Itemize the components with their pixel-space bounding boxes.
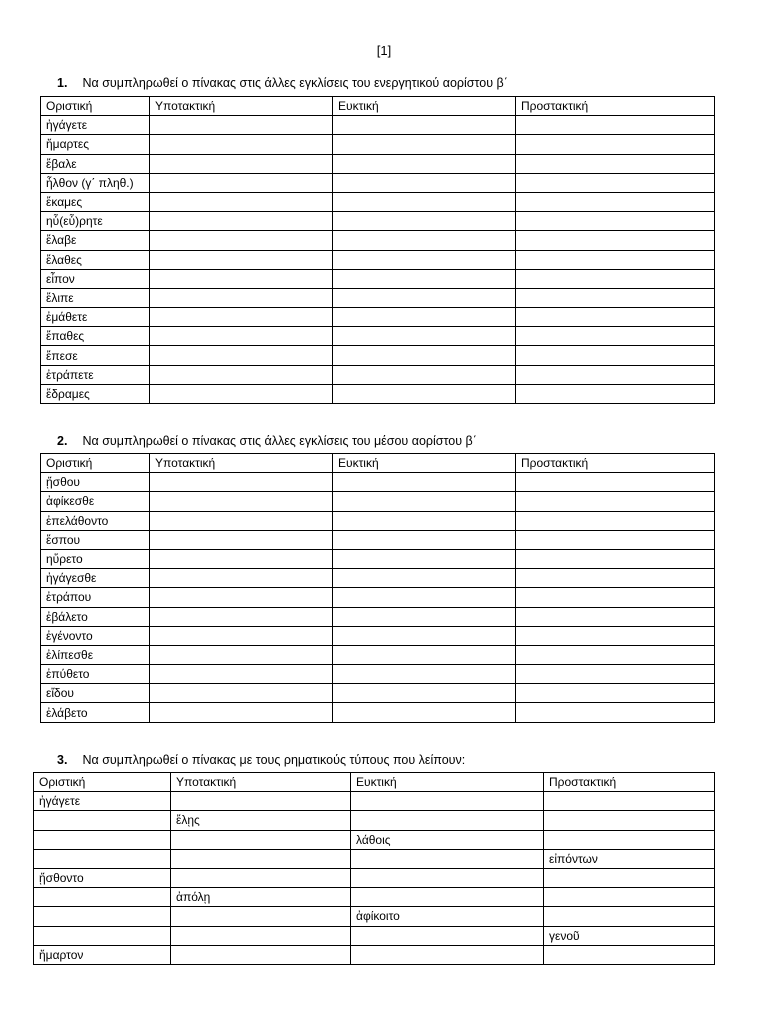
exercise-1-instruction: Να συμπληρωθεί ο πίνακας στις άλλες εγκλίσεις του ενεργητικού αορίστου β΄ — [82, 76, 508, 90]
answer-cell[interactable] — [150, 135, 333, 154]
answer-cell[interactable] — [516, 269, 715, 288]
answer-cell[interactable] — [150, 665, 333, 684]
given-form-cell: ἔπαθες — [41, 327, 150, 346]
answer-cell[interactable] — [516, 231, 715, 250]
exercise-1-heading — [57, 76, 508, 90]
answer-cell[interactable] — [516, 346, 715, 365]
answer-cell[interactable] — [333, 365, 516, 384]
table-row — [41, 384, 715, 403]
answer-cell[interactable] — [351, 945, 544, 964]
given-form-cell: ἀφίκεσθε — [41, 492, 150, 511]
answer-cell[interactable] — [150, 288, 333, 307]
column-header: Υποτακτική — [171, 773, 351, 792]
column-header: Ευκτική — [351, 773, 544, 792]
answer-cell[interactable] — [150, 250, 333, 269]
table-row — [34, 849, 715, 868]
answer-cell[interactable] — [544, 792, 715, 811]
given-form-cell: ἠγάγεσθε — [41, 569, 150, 588]
table-row — [41, 684, 715, 703]
answer-cell[interactable] — [516, 684, 715, 703]
given-form-cell: ἔλαθες — [41, 250, 150, 269]
answer-cell[interactable] — [333, 703, 516, 722]
answer-cell[interactable] — [150, 473, 333, 492]
given-form-cell: ἔπεσε — [41, 346, 150, 365]
answer-cell[interactable] — [333, 588, 516, 607]
table-header-row — [41, 97, 715, 116]
answer-cell[interactable] — [516, 173, 715, 192]
answer-cell[interactable] — [150, 327, 333, 346]
given-form-cell: ἔλαβε — [41, 231, 150, 250]
table-row — [34, 945, 715, 964]
table-row — [34, 907, 715, 926]
answer-cell[interactable] — [333, 549, 516, 568]
given-form-cell: ἕσπου — [41, 530, 150, 549]
table-row — [34, 792, 715, 811]
exercise-2-heading — [57, 434, 477, 448]
table-header-row — [41, 454, 715, 473]
table-row — [41, 231, 715, 250]
answer-cell[interactable] — [351, 888, 544, 907]
answer-cell[interactable] — [516, 212, 715, 231]
answer-cell[interactable] — [150, 492, 333, 511]
table-row — [41, 135, 715, 154]
given-form-cell: ἠγάγετε — [34, 792, 171, 811]
answer-cell[interactable] — [150, 384, 333, 403]
column-header: Υποτακτική — [150, 454, 333, 473]
table-row — [41, 607, 715, 626]
table-row — [34, 811, 715, 830]
answer-cell[interactable] — [150, 365, 333, 384]
answer-cell[interactable] — [171, 926, 351, 945]
answer-cell[interactable] — [34, 811, 171, 830]
answer-cell[interactable] — [351, 926, 544, 945]
table-row — [41, 588, 715, 607]
answer-cell[interactable] — [171, 907, 351, 926]
exercise-3-number: 3. — [57, 753, 68, 767]
answer-cell[interactable] — [34, 907, 171, 926]
answer-cell[interactable] — [516, 626, 715, 645]
answer-cell[interactable] — [333, 684, 516, 703]
answer-cell[interactable] — [333, 626, 516, 645]
column-header: Ευκτική — [333, 454, 516, 473]
column-header: Οριστική — [41, 97, 150, 116]
given-form-cell: ἐλίπεσθε — [41, 645, 150, 664]
table-row — [34, 868, 715, 887]
exercise-2-instruction: Να συμπληρωθεί ο πίνακας στις άλλες εγκλίσεις του μέσου αορίστου β΄ — [82, 434, 477, 448]
given-form-cell: εἶπον — [41, 269, 150, 288]
answer-cell[interactable] — [150, 626, 333, 645]
given-form-cell: ἐπελάθοντο — [41, 511, 150, 530]
answer-cell[interactable] — [150, 192, 333, 211]
answer-cell[interactable] — [333, 212, 516, 231]
given-form-cell: ἀφίκοιτο — [351, 907, 544, 926]
answer-cell[interactable] — [516, 492, 715, 511]
given-form-cell: ἔκαμες — [41, 192, 150, 211]
table-row — [41, 116, 715, 135]
answer-cell[interactable] — [171, 792, 351, 811]
answer-cell[interactable] — [150, 549, 333, 568]
exercise-3-table — [33, 772, 715, 965]
exercise-3-heading — [57, 753, 465, 767]
exercise-1-number: 1. — [57, 76, 68, 90]
answer-cell[interactable] — [516, 250, 715, 269]
answer-cell[interactable] — [150, 645, 333, 664]
table-row — [41, 308, 715, 327]
table-row — [41, 530, 715, 549]
answer-cell[interactable] — [351, 811, 544, 830]
given-form-cell: ᾔσθου — [41, 473, 150, 492]
answer-cell[interactable] — [34, 849, 171, 868]
given-form-cell: ἀπόλῃ — [171, 888, 351, 907]
table-row — [34, 888, 715, 907]
answer-cell[interactable] — [150, 530, 333, 549]
answer-cell[interactable] — [333, 308, 516, 327]
answer-cell[interactable] — [516, 530, 715, 549]
table-row — [41, 365, 715, 384]
table-row — [41, 212, 715, 231]
given-form-cell: ἦλθον (γ΄ πληθ.) — [41, 173, 150, 192]
given-form-cell: ἔδραμες — [41, 384, 150, 403]
table-row — [41, 154, 715, 173]
answer-cell[interactable] — [171, 868, 351, 887]
given-form-cell: εἴδου — [41, 684, 150, 703]
answer-cell[interactable] — [516, 588, 715, 607]
table-row — [34, 926, 715, 945]
answer-cell[interactable] — [333, 269, 516, 288]
answer-cell[interactable] — [333, 665, 516, 684]
answer-cell[interactable] — [351, 792, 544, 811]
answer-cell[interactable] — [516, 511, 715, 530]
answer-cell[interactable] — [150, 308, 333, 327]
table-row — [41, 665, 715, 684]
answer-cell[interactable] — [150, 569, 333, 588]
exercise-1-table — [40, 96, 715, 404]
answer-cell[interactable] — [333, 135, 516, 154]
column-header: Προστακτική — [516, 454, 715, 473]
answer-cell[interactable] — [544, 811, 715, 830]
answer-cell[interactable] — [150, 212, 333, 231]
answer-cell[interactable] — [34, 926, 171, 945]
given-form-cell: γενοῦ — [544, 926, 715, 945]
answer-cell[interactable] — [333, 250, 516, 269]
given-form-cell: ἔλῃς — [171, 811, 351, 830]
answer-cell[interactable] — [516, 365, 715, 384]
table-row — [41, 250, 715, 269]
given-form-cell: ἐγένοντο — [41, 626, 150, 645]
exercise-2-number: 2. — [57, 434, 68, 448]
answer-cell[interactable] — [333, 492, 516, 511]
answer-cell[interactable] — [150, 684, 333, 703]
answer-cell[interactable] — [333, 231, 516, 250]
exercise-2-table — [40, 453, 715, 723]
answer-cell[interactable] — [150, 269, 333, 288]
answer-cell[interactable] — [544, 830, 715, 849]
table-row — [41, 645, 715, 664]
answer-cell[interactable] — [516, 645, 715, 664]
given-form-cell: ηὗ(εὗ)ρητε — [41, 212, 150, 231]
page-number: [1] — [376, 43, 392, 58]
answer-cell[interactable] — [544, 907, 715, 926]
answer-cell[interactable] — [150, 173, 333, 192]
answer-cell[interactable] — [150, 703, 333, 722]
given-form-cell: λάθοις — [351, 830, 544, 849]
column-header: Προστακτική — [544, 773, 715, 792]
given-form-cell: ἥμαρτες — [41, 135, 150, 154]
table-row — [41, 269, 715, 288]
answer-cell[interactable] — [516, 308, 715, 327]
given-form-cell: ηὕρετο — [41, 549, 150, 568]
given-form-cell: ἐμάθετε — [41, 308, 150, 327]
answer-cell[interactable] — [333, 511, 516, 530]
answer-cell[interactable] — [34, 888, 171, 907]
answer-cell[interactable] — [516, 703, 715, 722]
answer-cell[interactable] — [333, 569, 516, 588]
table-row — [41, 288, 715, 307]
answer-cell[interactable] — [516, 473, 715, 492]
column-header: Οριστική — [41, 454, 150, 473]
given-form-cell: ἐτράπετε — [41, 365, 150, 384]
answer-cell[interactable] — [333, 327, 516, 346]
table-row — [41, 192, 715, 211]
answer-cell[interactable] — [150, 154, 333, 173]
table-row — [41, 549, 715, 568]
table-row — [41, 346, 715, 365]
answer-cell[interactable] — [150, 231, 333, 250]
given-form-cell: εἰπόντων — [544, 849, 715, 868]
answer-cell[interactable] — [150, 346, 333, 365]
answer-cell[interactable] — [333, 192, 516, 211]
answer-cell[interactable] — [516, 327, 715, 346]
table-row — [41, 492, 715, 511]
column-header: Οριστική — [34, 773, 171, 792]
answer-cell[interactable] — [333, 473, 516, 492]
answer-cell[interactable] — [516, 154, 715, 173]
table-row — [41, 511, 715, 530]
column-header: Προστακτική — [516, 97, 715, 116]
answer-cell[interactable] — [333, 346, 516, 365]
answer-cell[interactable] — [516, 549, 715, 568]
answer-cell[interactable] — [333, 530, 516, 549]
exercise-3-instruction: Να συμπληρωθεί ο πίνακας με τους ρηματικούς τύπους που λείπουν: — [82, 753, 466, 767]
answer-cell[interactable] — [544, 888, 715, 907]
answer-cell[interactable] — [150, 116, 333, 135]
table-row — [34, 830, 715, 849]
given-form-cell: ἐτράπου — [41, 588, 150, 607]
answer-cell[interactable] — [516, 607, 715, 626]
given-form-cell: ἥμαρτον — [34, 945, 171, 964]
table-header-row — [34, 773, 715, 792]
table-row — [41, 626, 715, 645]
given-form-cell: ἔβαλε — [41, 154, 150, 173]
answer-cell[interactable] — [333, 384, 516, 403]
answer-cell[interactable] — [150, 607, 333, 626]
answer-cell[interactable] — [333, 173, 516, 192]
answer-cell[interactable] — [171, 849, 351, 868]
answer-cell[interactable] — [171, 830, 351, 849]
answer-cell[interactable] — [516, 116, 715, 135]
given-form-cell: ἔλιπε — [41, 288, 150, 307]
given-form-cell: ἐπύθετο — [41, 665, 150, 684]
given-form-cell: ᾔσθοντο — [34, 868, 171, 887]
answer-cell[interactable] — [34, 830, 171, 849]
table-row — [41, 473, 715, 492]
answer-cell[interactable] — [516, 288, 715, 307]
given-form-cell: ἐβάλετο — [41, 607, 150, 626]
given-form-cell: ἐλάβετο — [41, 703, 150, 722]
answer-cell[interactable] — [333, 116, 516, 135]
answer-cell[interactable] — [516, 569, 715, 588]
given-form-cell: ἠγάγετε — [41, 116, 150, 135]
answer-cell[interactable] — [333, 154, 516, 173]
answer-cell[interactable] — [171, 945, 351, 964]
table-row — [41, 569, 715, 588]
answer-cell[interactable] — [333, 288, 516, 307]
answer-cell[interactable] — [516, 665, 715, 684]
answer-cell[interactable] — [516, 192, 715, 211]
answer-cell[interactable] — [333, 645, 516, 664]
answer-cell[interactable] — [150, 511, 333, 530]
answer-cell[interactable] — [544, 945, 715, 964]
answer-cell[interactable] — [351, 868, 544, 887]
column-header: Υποτακτική — [150, 97, 333, 116]
table-row — [41, 173, 715, 192]
answer-cell[interactable] — [333, 607, 516, 626]
answer-cell[interactable] — [150, 588, 333, 607]
answer-cell[interactable] — [544, 868, 715, 887]
column-header: Ευκτική — [333, 97, 516, 116]
table-row — [41, 703, 715, 722]
answer-cell[interactable] — [351, 849, 544, 868]
answer-cell[interactable] — [516, 135, 715, 154]
table-row — [41, 327, 715, 346]
answer-cell[interactable] — [516, 384, 715, 403]
